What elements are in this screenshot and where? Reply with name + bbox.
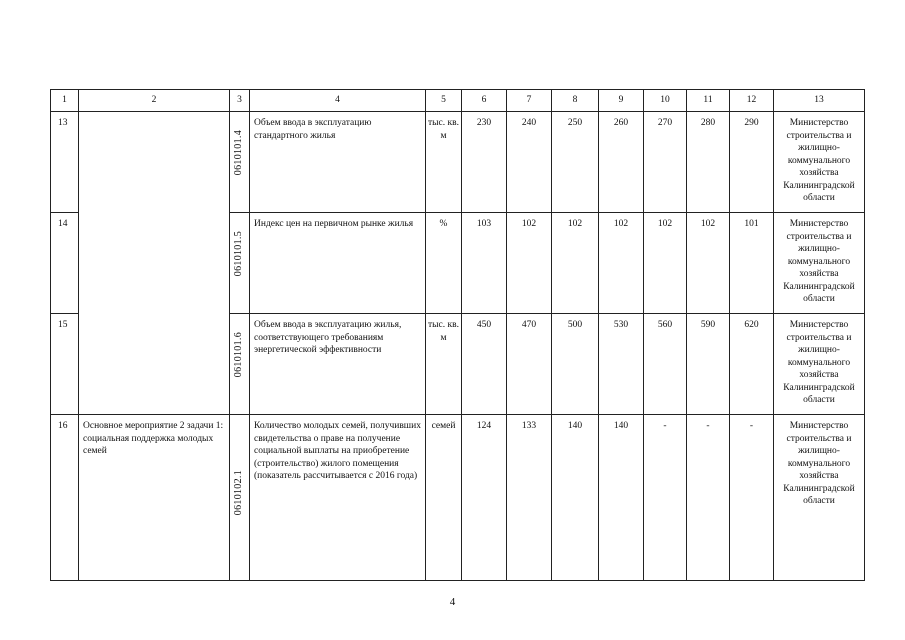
unit-cell: % (426, 213, 462, 314)
responsible-cell: Министерство строительства и жилищно-коммунального хозяйства Калининградской области (774, 314, 865, 415)
value-cell: 124 (462, 415, 507, 581)
header-cell: 4 (250, 90, 426, 112)
value-cell: - (687, 415, 730, 581)
indicator-code: 0610101.4 (233, 130, 244, 176)
header-cell: 6 (462, 90, 507, 112)
value-cell: 102 (507, 213, 552, 314)
value-cell: 101 (730, 213, 774, 314)
indicator-name: Объем ввода в эксплуатацию жилья, соответствующего требованиям энергетической эффективности (250, 314, 426, 415)
indicator-name: Объем ввода в эксплуатацию стандартного жилья (250, 112, 426, 213)
value-cell: 530 (599, 314, 644, 415)
indicators-table (50, 89, 865, 581)
header-cell: 5 (426, 90, 462, 112)
value-cell: - (644, 415, 687, 581)
responsible-cell: Министерство строительства и жилищно-коммунального хозяйства Калининградской области (774, 112, 865, 213)
value-cell: 102 (599, 213, 644, 314)
page-number: 4 (449, 596, 456, 608)
indicator-code: 0610101.6 (233, 332, 244, 378)
row-number: 14 (51, 213, 79, 314)
value-cell: 140 (599, 415, 644, 581)
value-cell: 500 (552, 314, 599, 415)
value-cell: 470 (507, 314, 552, 415)
value-cell: - (730, 415, 774, 581)
row-number: 13 (51, 112, 79, 213)
table-row (51, 415, 865, 581)
value-cell: 620 (730, 314, 774, 415)
header-cell: 9 (599, 90, 644, 112)
value-cell: 230 (462, 112, 507, 213)
code-cell (230, 112, 250, 213)
header-cell: 8 (552, 90, 599, 112)
value-cell: 102 (644, 213, 687, 314)
unit-cell: семей (426, 415, 462, 581)
value-cell: 590 (687, 314, 730, 415)
header-cell: 10 (644, 90, 687, 112)
value-cell: 270 (644, 112, 687, 213)
unit-cell: тыс. кв. м (426, 314, 462, 415)
measure-name-cell: Основное мероприятие 2 задачи 1: социальная поддержка молодых семей (79, 415, 230, 581)
code-cell (230, 213, 250, 314)
value-cell: 103 (462, 213, 507, 314)
measure-name-cell (79, 112, 230, 415)
code-cell (230, 415, 250, 581)
code-cell (230, 314, 250, 415)
header-cell: 13 (774, 90, 865, 112)
value-cell: 560 (644, 314, 687, 415)
responsible-cell: Министерство строительства и жилищно-коммунального хозяйства Калининградской области (774, 213, 865, 314)
value-cell: 260 (599, 112, 644, 213)
header-cell: 3 (230, 90, 250, 112)
value-cell: 102 (552, 213, 599, 314)
row-number: 16 (51, 415, 79, 581)
indicator-code: 0610101.5 (233, 231, 244, 277)
indicator-name: Индекс цен на первичном рынке жилья (250, 213, 426, 314)
responsible-cell: Министерство строительства и жилищно-коммунального хозяйства Калининградской области (774, 415, 865, 581)
header-cell: 7 (507, 90, 552, 112)
indicator-code: 0610102.1 (233, 470, 244, 516)
row-number: 15 (51, 314, 79, 415)
header-cell: 1 (51, 90, 79, 112)
indicator-name: Количество молодых семей, получивших свидетельства о праве на получение социальной выплаты на приобретение (строительство) жилого помещения (показатель рассчитывается с 2016 года) (250, 415, 426, 581)
table-header-row (51, 90, 865, 112)
header-cell: 12 (730, 90, 774, 112)
value-cell: 290 (730, 112, 774, 213)
value-cell: 140 (552, 415, 599, 581)
header-cell: 2 (79, 90, 230, 112)
value-cell: 102 (687, 213, 730, 314)
value-cell: 450 (462, 314, 507, 415)
header-cell: 11 (687, 90, 730, 112)
unit-cell: тыс. кв. м (426, 112, 462, 213)
value-cell: 250 (552, 112, 599, 213)
value-cell: 240 (507, 112, 552, 213)
value-cell: 280 (687, 112, 730, 213)
value-cell: 133 (507, 415, 552, 581)
table-row (51, 112, 865, 213)
